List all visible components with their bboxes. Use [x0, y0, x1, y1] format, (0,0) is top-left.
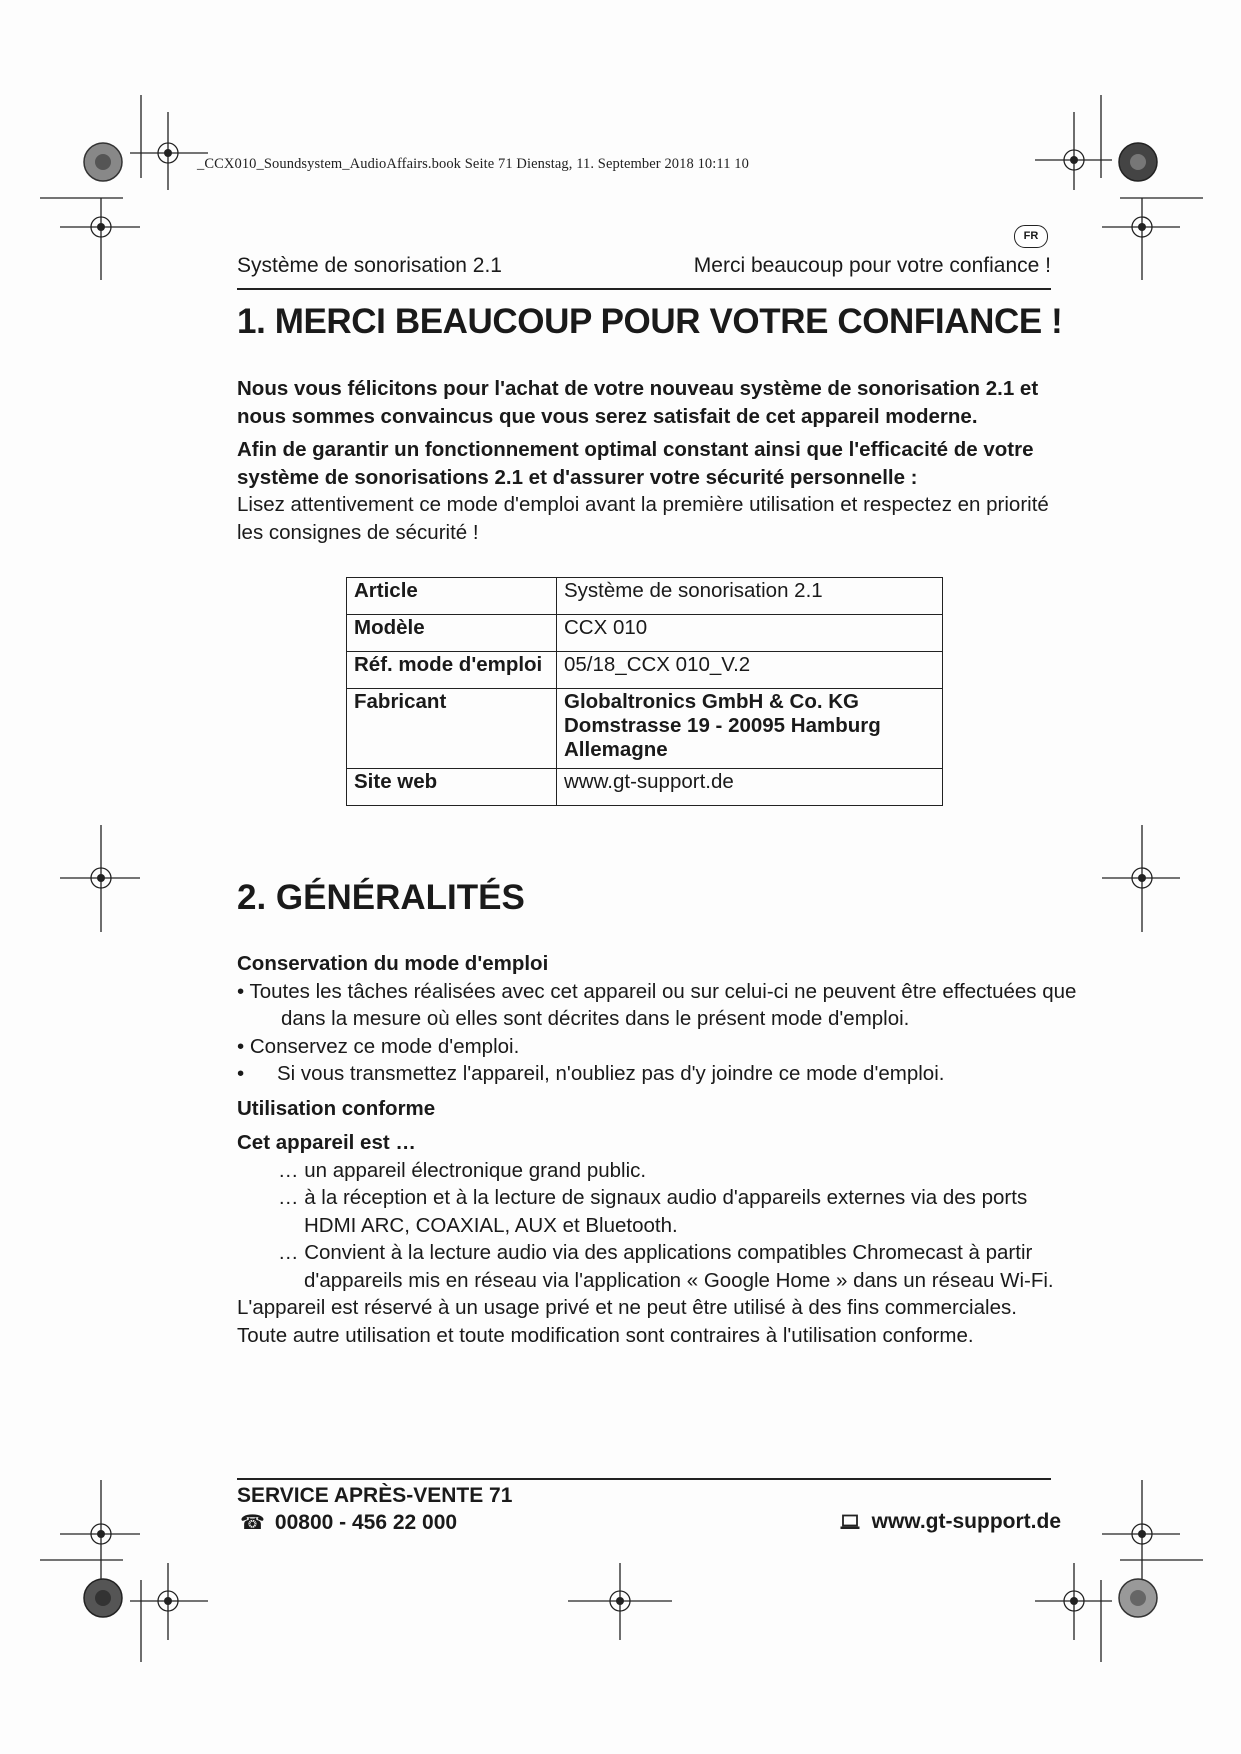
row-label: Fabricant [354, 690, 447, 713]
phone-number[interactable]: 00800 - 456 22 000 [274, 1510, 458, 1534]
list-item: … Convient à la lecture audio via des applications compatibles Chromecast à partir d'appareils mis en réseau via l'application « Google Home » dans un réseau Wi-Fi. [278, 1241, 1054, 1292]
list-item [237, 1060, 1077, 1088]
row-value: CCX 010 [557, 615, 943, 652]
section-1-title: 1. MERCI BEAUCOUP POUR VOTRE CONFIANCE ! [237, 302, 1063, 341]
list-item: • Toutes les tâches réalisées avec cet appareil ou sur celui-ci ne peuvent être effectuées que dans la mesure où elles sont décrites dans le présent mode d'emploi. [237, 979, 1077, 1030]
print-info: _CCX010_Soundsystem_AudioAffairs.book Seite 71 Dienstag, 11. September 2018 10:11 10 [197, 156, 749, 172]
table-row [347, 578, 943, 615]
table-row [347, 689, 943, 769]
language-badge: FR [1014, 225, 1048, 248]
subheading-utilisation: Utilisation conforme [237, 1096, 436, 1120]
subheading-appareil: Cet appareil est … [237, 1131, 416, 1154]
list-item: … un appareil électronique grand public. [278, 1158, 647, 1182]
section-1-intro [237, 375, 1067, 546]
website-link[interactable]: www.gt-support.de [557, 769, 943, 806]
row-label: Site web [354, 770, 438, 793]
table-row [347, 615, 943, 652]
list-item: • Conservez ce mode d'emploi. [237, 1034, 520, 1058]
product-info-table [346, 577, 943, 806]
intro-congratulations: Nous vous félicitons pour l'achat de votre nouveau système de sonorisation 2.1 et nous sommes convaincus que vous serez satisfait de cet appareil moderne. [237, 377, 1039, 428]
row-label: Modèle [354, 616, 425, 639]
row-label: Réf. mode d'emploi [354, 653, 543, 676]
closing-conformity: Toute autre utilisation et toute modification sont contraires à l'utilisation conforme. [237, 1323, 974, 1347]
bullet-marker: • [237, 1062, 245, 1085]
row-value: 05/18_CCX 010_V.2 [557, 652, 943, 689]
table-row [347, 769, 943, 806]
header-divider [237, 288, 1051, 290]
intro-safety-bold: Afin de garantir un fonctionnement optimal constant ainsi que l'efficacité de votre système de sonorisations 2.1 et d'assurer votre sécurité personnelle : [237, 438, 1034, 489]
footer-web [840, 1510, 1061, 1534]
section-2-title: 2. GÉNÉRALITÉS [237, 878, 525, 917]
running-header-right: Merci beaucoup pour votre confiance ! [693, 254, 1051, 277]
closing-private-use: L'appareil est réservé à un usage privé et ne peut être utilisé à des fins commerciales. [237, 1296, 1017, 1319]
row-label: Article [354, 579, 418, 602]
footer-divider [237, 1478, 1051, 1480]
phone-icon: ☎ [240, 1512, 265, 1534]
intro-safety-text: Lisez attentivement ce mode d'emploi avant la première utilisation et respectez en priorité les consignes de sécurité ! [237, 493, 1049, 544]
usage-list [237, 1157, 1077, 1295]
footer-service: SERVICE APRÈS-VENTE 71 [237, 1484, 513, 1507]
section-2-body [237, 950, 1077, 1349]
manufacturer-name: Globaltronics GmbH & Co. KG [564, 690, 859, 713]
footer-phone [240, 1510, 457, 1535]
manufacturer-country: Allemagne [564, 738, 668, 761]
table-row [347, 652, 943, 689]
website-url[interactable]: www.gt-support.de [871, 1510, 1061, 1533]
list-item: … à la réception et à la lecture de signaux audio d'appareils externes via des ports HDMI ARC, COAXIAL, AUX et Bluetooth. [278, 1186, 1028, 1237]
laptop-icon [840, 1514, 860, 1530]
row-value: Système de sonorisation 2.1 [557, 578, 943, 615]
manufacturer-address: Domstrasse 19 - 20095 Hamburg [564, 714, 881, 737]
running-header-left: Système de sonorisation 2.1 [237, 254, 502, 277]
list-item-text: Si vous transmettez l'appareil, n'oubliez pas d'y joindre ce mode d'emploi. [277, 1062, 945, 1085]
subheading-conservation: Conservation du mode d'emploi [237, 952, 549, 975]
